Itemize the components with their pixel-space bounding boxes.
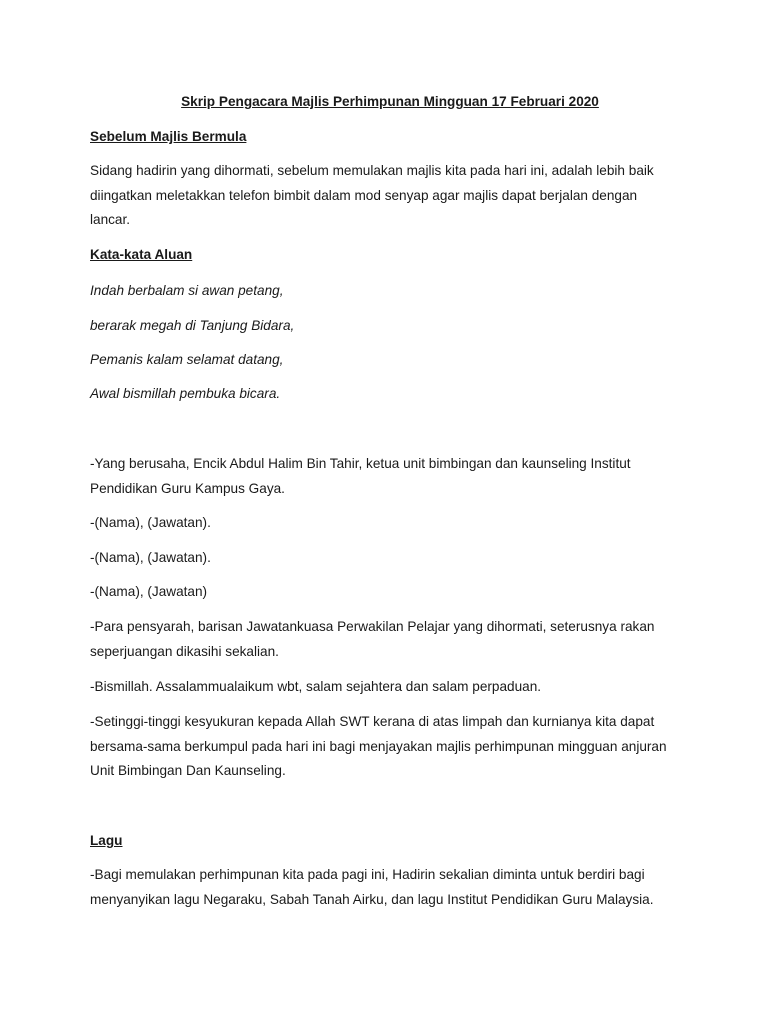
paragraph-lagu	[90, 863, 680, 912]
paragraph-line: -(Nama), (Jawatan).	[90, 550, 211, 565]
greeting-paragraph	[90, 675, 680, 700]
pantun-line: Indah berbalam si awan petang,	[90, 283, 284, 298]
pantun-line: Awal bismillah pembuka bicara.	[90, 386, 281, 401]
pantun-line: berarak megah di Tanjung Bidara,	[90, 318, 295, 333]
greeting-paragraph	[90, 710, 680, 784]
paragraph-line: -(Nama), (Jawatan)	[90, 584, 208, 599]
heading-sebelum-majlis: Sebelum Majlis Bermula	[90, 129, 247, 144]
heading-lagu: Lagu	[90, 833, 123, 848]
paragraph-line: Sidang hadirin yang dihormati, sebelum memulakan majlis kita pada hari ini, adalah lebih baik	[90, 163, 654, 178]
paragraph-line: -Bismillah. Assalammualaikum wbt, salam sejahtera dan salam perpaduan.	[90, 679, 542, 694]
document-title: Skrip Pengacara Majlis Perhimpunan Mingguan 17 Februari 2020	[181, 94, 599, 109]
paragraph-line: -Yang berusaha, Encik Abdul Halim Bin Tahir, ketua unit bimbingan dan kaunseling Institut	[90, 456, 631, 471]
paragraph-line: Unit Bimbingan Dan Kaunseling.	[90, 763, 286, 778]
paragraph-line: Pendidikan Guru Kampus Gaya.	[90, 480, 285, 496]
paragraph-sebelum-majlis	[90, 159, 680, 233]
paragraph-line: -Bagi memulakan perhimpunan kita pada pagi ini, Hadirin sekalian diminta untuk berdiri bagi	[90, 867, 645, 882]
greeting-paragraph	[90, 580, 680, 605]
paragraph-line: lancar.	[90, 212, 131, 227]
heading-kata-kata-aluan: Kata-kata Aluan	[90, 247, 193, 262]
paragraph-line: menyanyikan lagu Negaraku, Sabah Tanah Airku, dan lagu Institut Pendidikan Guru Malaysia.	[90, 891, 654, 907]
paragraph-line: diingatkan meletakkan telefon bimbit dalam mod senyap agar majlis dapat berjalan dengan	[90, 187, 638, 203]
document-page	[90, 0, 690, 1024]
greeting-paragraph	[90, 452, 680, 501]
paragraph-line: seperjuangan dikasihi sekalian.	[90, 643, 279, 659]
paragraph-line: -Para pensyarah, barisan Jawatankuasa Perwakilan Pelajar yang dihormati, seterusnya rakan	[90, 619, 655, 634]
pantun-line: Pemanis kalam selamat datang,	[90, 352, 284, 367]
greeting-paragraph	[90, 511, 680, 536]
paragraph-line: -Setinggi-tinggi kesyukuran kepada Allah SWT kerana di atas limpah dan kurnianya kita dapat	[90, 714, 655, 729]
greeting-paragraph	[90, 546, 680, 571]
paragraph-line: -(Nama), (Jawatan).	[90, 515, 211, 530]
paragraph-line: bersama-sama berkumpul pada hari ini bagi menjayakan majlis perhimpunan mingguan anjuran	[90, 738, 667, 754]
greeting-paragraph	[90, 615, 680, 664]
